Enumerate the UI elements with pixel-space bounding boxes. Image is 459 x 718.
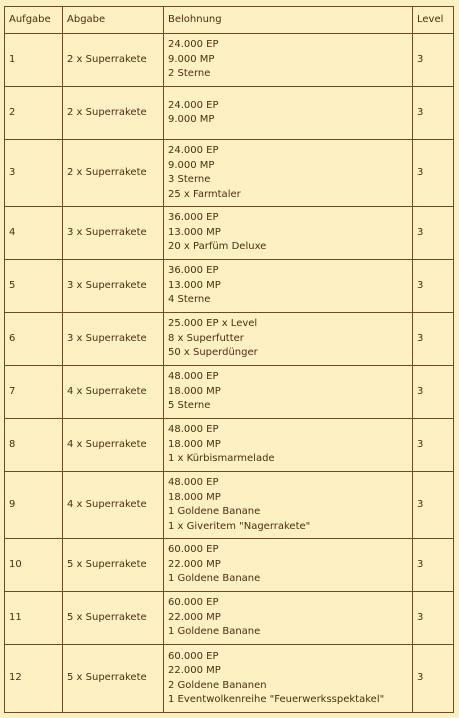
- reward-line: 22.000 MP: [168, 665, 221, 676]
- reward-line: 1 x Giveritem "Nagerrakete": [168, 520, 311, 532]
- level-cell: 3: [413, 34, 454, 87]
- table-row: [5, 592, 454, 645]
- reward-line: 13.000 MP: [168, 226, 221, 238]
- header-task: Aufgabe: [5, 7, 63, 34]
- task-number-cell: 8: [5, 419, 63, 472]
- reward-line: 50 x Superdünger: [168, 347, 258, 359]
- reward-line: 4 Sterne: [168, 294, 211, 306]
- task-number-cell: 4: [5, 207, 63, 260]
- reward-cell: [164, 419, 413, 472]
- reward-line: 18.000 MP: [168, 438, 221, 450]
- reward-cell: [164, 472, 413, 539]
- table-row: [5, 313, 454, 366]
- table-row: [5, 34, 454, 87]
- table-body: [5, 34, 454, 713]
- delivery-cell: 3 x Superrakete: [63, 207, 164, 260]
- reward-line: 24.000 EP: [168, 39, 219, 51]
- level-cell: 3: [413, 260, 454, 313]
- reward-line: 18.000 MP: [168, 491, 221, 503]
- delivery-cell: 5 x Superrakete: [63, 592, 164, 645]
- table-row: [5, 472, 454, 539]
- reward-line: 2 Goldene Bananen: [168, 679, 267, 691]
- reward-line: 20 x Parfüm Deluxe: [168, 241, 267, 253]
- reward-line: 9.000 MP: [168, 114, 215, 125]
- reward-line: 1 Eventwolkenreihe "Feuerwerksspektakel": [168, 694, 385, 705]
- level-cell: 3: [413, 87, 454, 140]
- reward-cell: [164, 592, 413, 645]
- reward-line: 9.000 MP: [168, 159, 215, 171]
- delivery-cell: 2 x Superrakete: [63, 140, 164, 207]
- delivery-cell: 4 x Superrakete: [63, 472, 164, 539]
- task-number-cell: 1: [5, 34, 63, 87]
- level-cell: 3: [413, 592, 454, 645]
- reward-line: 48.000 EP: [168, 424, 219, 436]
- task-number-cell: 7: [5, 366, 63, 419]
- reward-line: 8 x Superfutter: [168, 332, 244, 344]
- reward-line: 60.000 EP: [168, 650, 219, 662]
- reward-line: 60.000 EP: [168, 544, 219, 556]
- reward-line: 1 Goldene Banane: [168, 573, 261, 585]
- reward-line: 2 Sterne: [168, 68, 211, 80]
- task-number-cell: 2: [5, 87, 63, 140]
- reward-cell: [164, 34, 413, 87]
- reward-line: 36.000 EP: [168, 265, 219, 277]
- reward-line: 36.000 EP: [168, 212, 219, 224]
- header-reward: Belohnung: [164, 7, 413, 34]
- reward-cell: [164, 140, 413, 207]
- task-number-cell: 11: [5, 592, 63, 645]
- reward-line: 24.000 EP: [168, 99, 219, 111]
- reward-cell: [164, 645, 413, 713]
- delivery-cell: 4 x Superrakete: [63, 419, 164, 472]
- reward-cell: [164, 207, 413, 260]
- reward-line: 60.000 EP: [168, 597, 219, 609]
- delivery-cell: 5 x Superrakete: [63, 645, 164, 713]
- level-cell: 3: [413, 207, 454, 260]
- reward-line: 1 x Kürbismarmelade: [168, 453, 275, 465]
- table-row: [5, 140, 454, 207]
- reward-cell: [164, 539, 413, 592]
- delivery-cell: 3 x Superrakete: [63, 313, 164, 366]
- reward-line: 25.000 EP x Level: [168, 318, 258, 330]
- reward-line: 22.000 MP: [168, 611, 221, 623]
- delivery-cell: 2 x Superrakete: [63, 34, 164, 87]
- reward-cell: [164, 260, 413, 313]
- reward-line: 22.000 MP: [168, 558, 221, 570]
- level-cell: 3: [413, 140, 454, 207]
- table-row: [5, 260, 454, 313]
- table-header-row: [5, 7, 454, 34]
- table-row: [5, 87, 454, 140]
- header-delivery: Abgabe: [63, 7, 164, 34]
- reward-cell: [164, 87, 413, 140]
- quest-rewards-table: [4, 6, 454, 713]
- task-number-cell: 6: [5, 313, 63, 366]
- reward-line: 25 x Farmtaler: [168, 188, 241, 200]
- delivery-cell: 4 x Superrakete: [63, 366, 164, 419]
- table-row: [5, 366, 454, 419]
- reward-line: 18.000 MP: [168, 385, 221, 397]
- level-cell: 3: [413, 472, 454, 539]
- task-number-cell: 12: [5, 645, 63, 713]
- reward-cell: [164, 313, 413, 366]
- task-number-cell: 10: [5, 539, 63, 592]
- level-cell: 3: [413, 419, 454, 472]
- delivery-cell: 5 x Superrakete: [63, 539, 164, 592]
- table-row: [5, 207, 454, 260]
- table-row: [5, 419, 454, 472]
- reward-cell: [164, 366, 413, 419]
- task-number-cell: 3: [5, 140, 63, 207]
- reward-line: 5 Sterne: [168, 400, 211, 412]
- delivery-cell: 2 x Superrakete: [63, 87, 164, 140]
- reward-line: 3 Sterne: [168, 174, 211, 185]
- reward-line: 9.000 MP: [168, 53, 215, 65]
- header-level: Level: [413, 7, 454, 34]
- reward-line: 24.000 EP: [168, 145, 219, 156]
- reward-line: 1 Goldene Banane: [168, 626, 261, 638]
- level-cell: 3: [413, 645, 454, 713]
- level-cell: 3: [413, 539, 454, 592]
- table-row: [5, 645, 454, 713]
- table-row: [5, 539, 454, 592]
- task-number-cell: 5: [5, 260, 63, 313]
- reward-line: 48.000 EP: [168, 477, 219, 488]
- reward-line: 48.000 EP: [168, 371, 219, 383]
- task-number-cell: 9: [5, 472, 63, 539]
- reward-line: 13.000 MP: [168, 279, 221, 291]
- reward-line: 1 Goldene Banane: [168, 506, 261, 517]
- delivery-cell: 3 x Superrakete: [63, 260, 164, 313]
- level-cell: 3: [413, 313, 454, 366]
- level-cell: 3: [413, 366, 454, 419]
